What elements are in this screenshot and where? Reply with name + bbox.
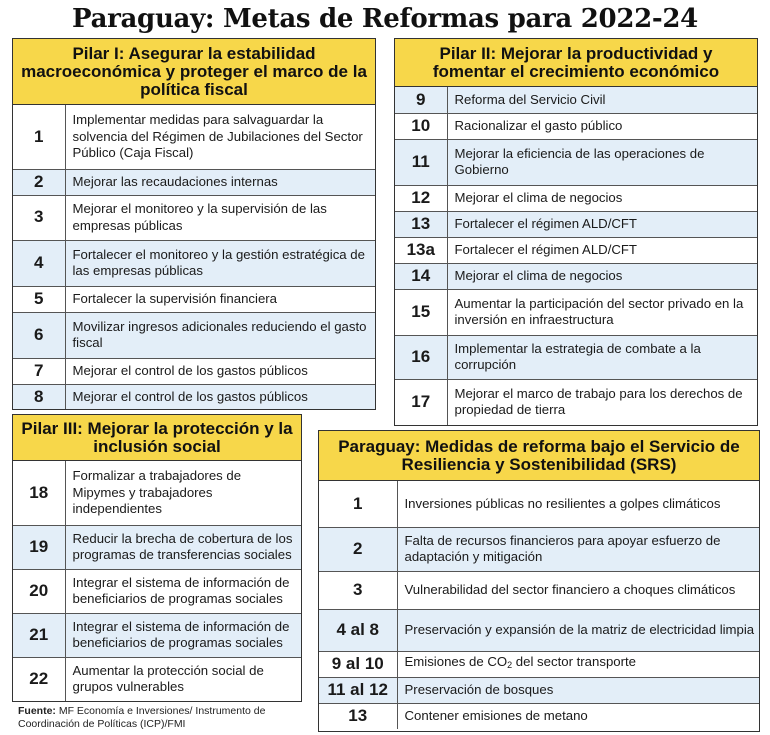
table-row — [395, 139, 757, 185]
row-number: 13a — [395, 237, 447, 263]
row-text: Preservación y expansión de la matriz de electricidad limpia — [397, 609, 759, 651]
row-number: 18 — [13, 461, 65, 525]
table-row — [319, 677, 759, 703]
row-text: Racionalizar el gasto público — [447, 113, 757, 139]
row-number: 12 — [395, 185, 447, 211]
table-row — [13, 384, 375, 410]
table-row — [13, 169, 375, 195]
row-number: 4 al 8 — [319, 609, 397, 651]
table-row — [395, 113, 757, 139]
row-number: 8 — [13, 384, 65, 410]
table-row — [319, 651, 759, 677]
table-row — [395, 263, 757, 289]
pillar3-header: Pilar III: Mejorar la protección y la inclusión social — [13, 415, 301, 461]
row-text: Movilizar ingresos adicionales reduciendo el gasto fiscal — [65, 312, 375, 358]
row-text: Vulnerabilidad del sector financiero a choques climáticos — [397, 571, 759, 609]
pillar1-panel — [12, 38, 376, 410]
row-number: 6 — [13, 312, 65, 358]
table-row — [319, 703, 759, 729]
row-text: Integrar el sistema de información de beneficiarios de programas sociales — [65, 569, 301, 613]
row-number: 10 — [395, 113, 447, 139]
row-number: 13 — [319, 703, 397, 729]
row-number: 11 — [395, 139, 447, 185]
table-row — [395, 87, 757, 113]
row-number: 9 al 10 — [319, 651, 397, 677]
source-text: MF Economía e Inversiones/ Instrumento de Coordinación de Políticas (ICP)/FMI — [18, 705, 266, 730]
row-number: 14 — [395, 263, 447, 289]
row-text: Implementar la estrategia de combate a la corrupción — [447, 335, 757, 379]
source-label: Fuente: — [18, 705, 56, 717]
row-number: 3 — [319, 571, 397, 609]
table-row — [319, 609, 759, 651]
row-number: 3 — [13, 195, 65, 240]
row-text-post: del sector transporte — [512, 654, 637, 670]
table-row — [13, 195, 375, 240]
source-note — [18, 705, 318, 731]
row-number: 20 — [13, 569, 65, 613]
row-text: Integrar el sistema de información de beneficiarios de programas sociales — [65, 613, 301, 657]
row-number: 4 — [13, 240, 65, 286]
table-row — [13, 613, 301, 657]
row-text: Fortalecer la supervisión financiera — [65, 286, 375, 312]
row-text: Mejorar el clima de negocios — [447, 185, 757, 211]
row-number: 15 — [395, 289, 447, 335]
pillar1-table — [13, 105, 375, 410]
table-row — [395, 289, 757, 335]
row-text: Fortalecer el monitoreo y la gestión estratégica de las empresas públicas — [65, 240, 375, 286]
srs-header: Paraguay: Medidas de reforma bajo el Servicio de Resiliencia y Sostenibilidad (SRS) — [319, 431, 759, 481]
row-text: Implementar medidas para salvaguardar la solvencia del Régimen de Jubilaciones del Sector Público (Caja Fiscal) — [65, 105, 375, 169]
row-number: 16 — [395, 335, 447, 379]
row-text: Fortalecer el régimen ALD/CFT — [447, 211, 757, 237]
row-text: Reforma del Servicio Civil — [447, 87, 757, 113]
row-text: Contener emisiones de metano — [404, 708, 588, 723]
row-number: 2 — [319, 527, 397, 571]
row-text: Mejorar las recaudaciones internas — [65, 169, 375, 195]
row-number: 21 — [13, 613, 65, 657]
row-text: Formalizar a trabajadores de Mipymes y trabajadores independientes — [65, 461, 301, 525]
row-number: 11 al 12 — [319, 677, 397, 703]
row-text: Falta de recursos financieros para apoyar esfuerzo de adaptación y mitigación — [397, 527, 759, 571]
row-text: Reducir la brecha de cobertura de los programas de transferencias sociales — [65, 525, 301, 569]
table-row — [13, 286, 375, 312]
table-row — [319, 481, 759, 527]
table-row — [395, 335, 757, 379]
table-row — [13, 525, 301, 569]
srs-panel — [318, 430, 760, 732]
row-number: 1 — [319, 481, 397, 527]
table-row — [13, 569, 301, 613]
row-text — [397, 651, 759, 677]
table-row — [13, 105, 375, 169]
row-text: Mejorar la eficiencia de las operaciones de Gobierno — [447, 139, 757, 185]
row-number: 7 — [13, 358, 65, 384]
pillar3-table — [13, 461, 301, 701]
row-text: Fortalecer el régimen ALD/CFT — [447, 237, 757, 263]
row-text-pre: Emisiones de CO — [404, 654, 508, 670]
pillar2-table — [395, 87, 757, 425]
table-row — [395, 211, 757, 237]
row-text: Mejorar el monitoreo y la supervisión de las empresas públicas — [65, 195, 375, 240]
row-number: 19 — [13, 525, 65, 569]
row-text-subscript: 2 — [507, 660, 513, 671]
table-row — [395, 185, 757, 211]
row-text: Mejorar el control de los gastos públicos — [65, 384, 375, 410]
row-number: 2 — [13, 169, 65, 195]
pillar1-header: Pilar I: Asegurar la estabilidad macroeconómica y proteger el marco de la política fiscal — [13, 39, 375, 105]
page-title: Paraguay: Metas de Reformas para 2022-24 — [72, 4, 698, 34]
row-number: 22 — [13, 657, 65, 701]
row-text: Aumentar la participación del sector privado en la inversión en infraestructura — [447, 289, 757, 335]
row-text: Preservación de bosques — [397, 677, 759, 703]
table-row — [13, 240, 375, 286]
row-text: Inversiones públicas no resilientes a golpes climáticos — [397, 481, 759, 527]
row-text: Aumentar la protección social de grupos vulnerables — [72, 662, 264, 695]
pillar2-header: Pilar II: Mejorar la productividad y fomentar el crecimiento económico — [395, 39, 757, 87]
table-row — [13, 312, 375, 358]
row-text: Mejorar el marco de trabajo para los derechos de propiedad de tierra — [454, 385, 743, 418]
row-number: 9 — [395, 87, 447, 113]
table-row — [319, 527, 759, 571]
pillar3-panel — [12, 414, 302, 702]
table-row — [13, 461, 301, 525]
row-text: Mejorar el control de los gastos públicos — [65, 358, 375, 384]
row-number: 13 — [395, 211, 447, 237]
srs-table — [319, 481, 759, 729]
table-row — [395, 379, 757, 425]
pillar2-panel — [394, 38, 758, 426]
table-row — [13, 657, 301, 701]
table-row — [319, 571, 759, 609]
row-number: 1 — [13, 105, 65, 169]
table-row — [13, 358, 375, 384]
row-number: 17 — [395, 379, 447, 425]
row-number: 5 — [13, 286, 65, 312]
table-row — [395, 237, 757, 263]
row-text: Mejorar el clima de negocios — [447, 263, 757, 289]
